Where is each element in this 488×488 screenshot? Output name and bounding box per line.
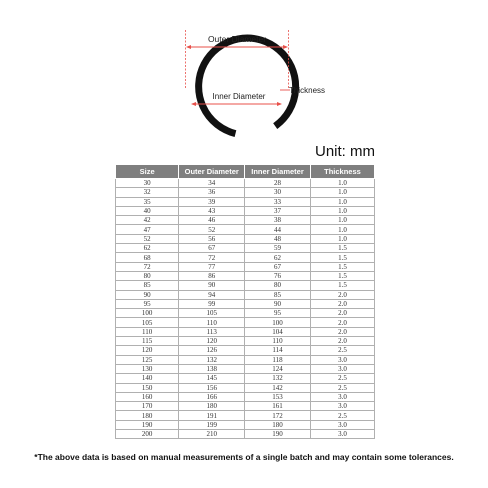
cell-inner-diameter: 28 xyxy=(245,179,311,188)
table-row xyxy=(116,290,375,299)
cell-outer-diameter: 90 xyxy=(179,281,245,290)
table-row xyxy=(116,271,375,280)
table-row xyxy=(116,244,375,253)
table-row xyxy=(116,206,375,215)
cell-outer-diameter: 145 xyxy=(179,374,245,383)
table-row xyxy=(116,318,375,327)
cell-outer-diameter: 191 xyxy=(179,411,245,420)
table-body xyxy=(116,179,375,439)
cell-inner-diameter: 38 xyxy=(245,216,311,225)
cell-thickness: 2.0 xyxy=(310,299,374,308)
cell-inner-diameter: 37 xyxy=(245,206,311,215)
table-row xyxy=(116,327,375,336)
cell-outer-diameter: 210 xyxy=(179,430,245,439)
cell-outer-diameter: 126 xyxy=(179,346,245,355)
cell-size: 68 xyxy=(116,253,179,262)
cell-outer-diameter: 113 xyxy=(179,327,245,336)
cell-inner-diameter: 104 xyxy=(245,327,311,336)
cell-inner-diameter: 118 xyxy=(245,355,311,364)
table-row xyxy=(116,299,375,308)
cell-thickness: 2.0 xyxy=(310,290,374,299)
cell-inner-diameter: 114 xyxy=(245,346,311,355)
cell-inner-diameter: 110 xyxy=(245,337,311,346)
cell-outer-diameter: 120 xyxy=(179,337,245,346)
cell-thickness: 1.5 xyxy=(310,281,374,290)
cell-inner-diameter: 124 xyxy=(245,364,311,373)
cell-inner-diameter: 62 xyxy=(245,253,311,262)
cell-outer-diameter: 34 xyxy=(179,179,245,188)
header-size: Size xyxy=(116,165,179,179)
cell-outer-diameter: 156 xyxy=(179,383,245,392)
inner-diameter-label: Inner Diameter xyxy=(212,92,266,101)
ring-diagram xyxy=(0,0,488,150)
cell-outer-diameter: 86 xyxy=(179,271,245,280)
cell-outer-diameter: 46 xyxy=(179,216,245,225)
cell-size: 160 xyxy=(116,392,179,401)
size-table xyxy=(115,164,375,439)
table-row xyxy=(116,262,375,271)
cell-outer-diameter: 199 xyxy=(179,420,245,429)
cell-inner-diameter: 180 xyxy=(245,420,311,429)
table-row xyxy=(116,253,375,262)
cell-outer-diameter: 138 xyxy=(179,364,245,373)
cell-thickness: 2.0 xyxy=(310,337,374,346)
cell-size: 130 xyxy=(116,364,179,373)
cell-thickness: 1.0 xyxy=(310,234,374,243)
cell-thickness: 3.0 xyxy=(310,430,374,439)
table-row xyxy=(116,374,375,383)
cell-thickness: 1.5 xyxy=(310,244,374,253)
table-header-row xyxy=(116,165,375,179)
cell-thickness: 1.0 xyxy=(310,206,374,215)
table-row xyxy=(116,355,375,364)
cell-outer-diameter: 56 xyxy=(179,234,245,243)
cell-size: 150 xyxy=(116,383,179,392)
table-row xyxy=(116,281,375,290)
cell-thickness: 3.0 xyxy=(310,392,374,401)
cell-size: 95 xyxy=(116,299,179,308)
cell-outer-diameter: 36 xyxy=(179,188,245,197)
inner-arrow-head-right xyxy=(277,102,282,106)
cell-thickness: 3.0 xyxy=(310,355,374,364)
cell-inner-diameter: 30 xyxy=(245,188,311,197)
header-outer-diameter: Outer Diameter xyxy=(179,165,245,179)
cell-size: 62 xyxy=(116,244,179,253)
cell-size: 30 xyxy=(116,179,179,188)
cell-outer-diameter: 110 xyxy=(179,318,245,327)
unit-label: Unit: mm xyxy=(315,143,375,160)
table-row xyxy=(116,383,375,392)
cell-thickness: 1.0 xyxy=(310,197,374,206)
table-row xyxy=(116,392,375,401)
cell-outer-diameter: 39 xyxy=(179,197,245,206)
cell-inner-diameter: 172 xyxy=(245,411,311,420)
cell-inner-diameter: 48 xyxy=(245,234,311,243)
table-row xyxy=(116,337,375,346)
outer-diameter-label: Outer Diameter xyxy=(207,34,267,44)
cell-thickness: 2.5 xyxy=(310,374,374,383)
cell-outer-diameter: 52 xyxy=(179,225,245,234)
cell-thickness: 1.0 xyxy=(310,225,374,234)
table-row xyxy=(116,179,375,188)
cell-outer-diameter: 94 xyxy=(179,290,245,299)
table-row xyxy=(116,364,375,373)
cell-size: 35 xyxy=(116,197,179,206)
cell-size: 170 xyxy=(116,402,179,411)
cell-thickness: 1.0 xyxy=(310,216,374,225)
cell-size: 125 xyxy=(116,355,179,364)
table-row xyxy=(116,234,375,243)
cell-size: 80 xyxy=(116,271,179,280)
cell-thickness: 2.0 xyxy=(310,327,374,336)
table-row xyxy=(116,430,375,439)
cell-inner-diameter: 100 xyxy=(245,318,311,327)
thickness-label: Thickness xyxy=(289,86,326,95)
cell-thickness: 3.0 xyxy=(310,402,374,411)
cell-outer-diameter: 180 xyxy=(179,402,245,411)
cell-outer-diameter: 132 xyxy=(179,355,245,364)
cell-outer-diameter: 99 xyxy=(179,299,245,308)
cell-thickness: 1.5 xyxy=(310,253,374,262)
cell-size: 52 xyxy=(116,234,179,243)
cell-outer-diameter: 105 xyxy=(179,309,245,318)
cell-size: 100 xyxy=(116,309,179,318)
table-row xyxy=(116,402,375,411)
cell-inner-diameter: 59 xyxy=(245,244,311,253)
cell-size: 40 xyxy=(116,206,179,215)
cell-outer-diameter: 43 xyxy=(179,206,245,215)
cell-inner-diameter: 95 xyxy=(245,309,311,318)
ring-shape xyxy=(199,38,296,134)
cell-size: 90 xyxy=(116,290,179,299)
cell-thickness: 2.5 xyxy=(310,411,374,420)
cell-outer-diameter: 77 xyxy=(179,262,245,271)
table-row xyxy=(116,225,375,234)
header-inner-diameter: Inner Diameter xyxy=(245,165,311,179)
table-row xyxy=(116,188,375,197)
cell-inner-diameter: 85 xyxy=(245,290,311,299)
cell-outer-diameter: 166 xyxy=(179,392,245,401)
tolerance-note: *The above data is based on manual measurements of a single batch and may contain some tolerances. xyxy=(34,452,454,462)
cell-size: 32 xyxy=(116,188,179,197)
cell-outer-diameter: 67 xyxy=(179,244,245,253)
cell-outer-diameter: 72 xyxy=(179,253,245,262)
cell-thickness: 2.0 xyxy=(310,318,374,327)
cell-inner-diameter: 132 xyxy=(245,374,311,383)
table-row xyxy=(116,309,375,318)
cell-thickness: 1.5 xyxy=(310,271,374,280)
cell-size: 47 xyxy=(116,225,179,234)
cell-thickness: 1.5 xyxy=(310,262,374,271)
cell-size: 120 xyxy=(116,346,179,355)
cell-size: 42 xyxy=(116,216,179,225)
table-row xyxy=(116,216,375,225)
cell-size: 200 xyxy=(116,430,179,439)
cell-thickness: 1.0 xyxy=(310,188,374,197)
cell-size: 140 xyxy=(116,374,179,383)
table-row xyxy=(116,411,375,420)
cell-inner-diameter: 190 xyxy=(245,430,311,439)
cell-thickness: 2.0 xyxy=(310,309,374,318)
cell-size: 180 xyxy=(116,411,179,420)
cell-size: 85 xyxy=(116,281,179,290)
cell-inner-diameter: 33 xyxy=(245,197,311,206)
cell-inner-diameter: 161 xyxy=(245,402,311,411)
cell-inner-diameter: 76 xyxy=(245,271,311,280)
cell-size: 190 xyxy=(116,420,179,429)
cell-thickness: 3.0 xyxy=(310,364,374,373)
cell-size: 72 xyxy=(116,262,179,271)
cell-thickness: 1.0 xyxy=(310,179,374,188)
inner-arrow-head-left xyxy=(191,102,196,106)
header-thickness: Thickness xyxy=(310,165,374,179)
table-row xyxy=(116,420,375,429)
cell-thickness: 2.5 xyxy=(310,383,374,392)
cell-size: 110 xyxy=(116,327,179,336)
cell-size: 115 xyxy=(116,337,179,346)
cell-inner-diameter: 80 xyxy=(245,281,311,290)
cell-inner-diameter: 90 xyxy=(245,299,311,308)
cell-inner-diameter: 142 xyxy=(245,383,311,392)
outer-arrow-head-left xyxy=(186,45,191,49)
outer-arrow-head-right xyxy=(283,45,288,49)
cell-thickness: 2.5 xyxy=(310,346,374,355)
cell-size: 105 xyxy=(116,318,179,327)
cell-inner-diameter: 44 xyxy=(245,225,311,234)
cell-thickness: 3.0 xyxy=(310,420,374,429)
cell-inner-diameter: 153 xyxy=(245,392,311,401)
table-row xyxy=(116,197,375,206)
cell-inner-diameter: 67 xyxy=(245,262,311,271)
table-row xyxy=(116,346,375,355)
